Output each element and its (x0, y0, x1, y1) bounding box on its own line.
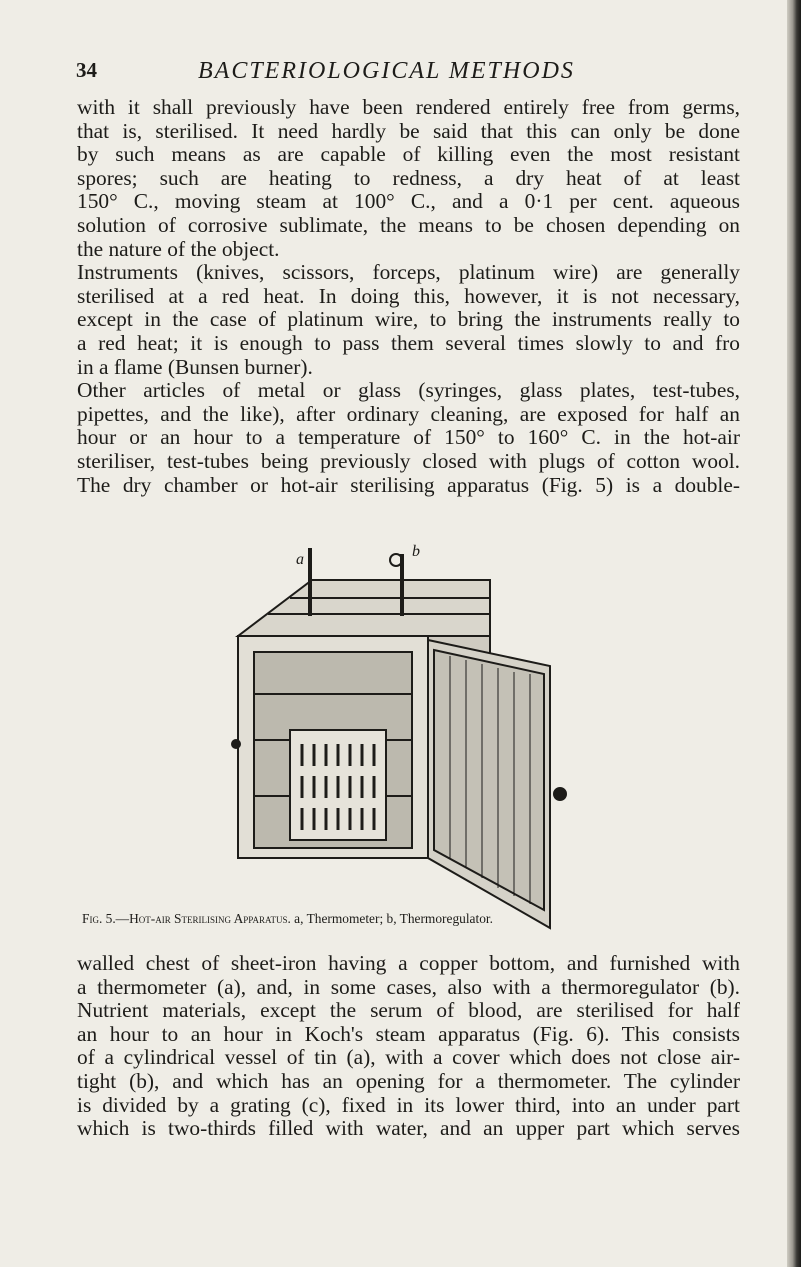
text-line: is divided by a grating (c), fixed in its lower third, into an under part (77, 1092, 740, 1117)
body-text-bottom (77, 952, 740, 1141)
hot-air-steriliser-figure (228, 544, 568, 932)
steriliser-illustration (228, 544, 568, 932)
caption-label: Fig. 5.—Hot-air Sterilising Apparatus. (82, 911, 291, 926)
text-line: with it shall previously have been rendered entirely free from germs, (77, 95, 740, 119)
label-b: b (412, 544, 420, 560)
text-line: walled chest of sheet-iron having a copper bottom, and furnished with (77, 951, 740, 975)
text-line: hour or an hour to a temperature of 150° to 160° C. in the hot-air (77, 425, 740, 450)
text-line: Nutrient materials, except the serum of blood, are sterilised for half (77, 998, 740, 1023)
text-line: by such means as are capable of killing even the most resistant (77, 142, 740, 167)
page-number: 34 (76, 58, 97, 82)
text-line: steriliser, test-tubes being previously closed with plugs of cotton wool. (77, 448, 740, 473)
text-line: a red heat; it is enough to pass them several times slowly to and fro (77, 330, 740, 355)
text-line: the nature of the object. (77, 236, 280, 261)
text-line: spores; such are heating to redness, a dry heat of at least (77, 165, 740, 190)
running-title: BACTERIOLOGICAL METHODS (198, 58, 575, 84)
body-text-top (77, 96, 740, 497)
text-line: tight (b), and which has an opening for a thermometer. The cylinder (77, 1068, 740, 1093)
text-line: in a flame (Bunsen burner). (77, 354, 313, 379)
caption-text: a, Thermometer; b, Thermoregulator. (294, 911, 493, 926)
text-line: except in the case of platinum wire, to bring the instruments really to (77, 307, 740, 332)
label-a: a (296, 551, 304, 568)
text-line: The dry chamber or hot-air sterilising apparatus (Fig. 5) is a double- (77, 472, 740, 497)
text-line: which is two-thirds filled with water, and an upper part which serves (77, 1116, 740, 1141)
text-line: that is, sterilised. It need hardly be said that this can only be done (77, 118, 740, 143)
text-line: Instruments (knives, scissors, forceps, platinum wire) are generally (77, 260, 740, 285)
text-line: sterilised at a red heat. In doing this, however, it is not necessary, (77, 283, 740, 308)
text-line: Other articles of metal or glass (syringes, glass plates, test-tubes, (77, 378, 740, 403)
text-line: of a cylindrical vessel of tin (a), with a cover which does not close air- (77, 1045, 740, 1070)
text-line: 150° C., moving steam at 100° C., and a 0·1 per cent. aqueous (77, 189, 740, 214)
figure-caption (82, 911, 742, 927)
text-line: solution of corrosive sublimate, the means to be chosen depending on (77, 212, 740, 237)
text-line: pipettes, and the like), after ordinary cleaning, are exposed for half an (77, 401, 740, 426)
text-line: a thermometer (a), and, in some cases, also with a thermoregulator (b). (77, 974, 740, 999)
text-line: an hour to an hour in Koch's steam apparatus (Fig. 6). This consists (77, 1021, 740, 1046)
running-head (0, 58, 790, 88)
page-edge-shadow (787, 0, 801, 1267)
